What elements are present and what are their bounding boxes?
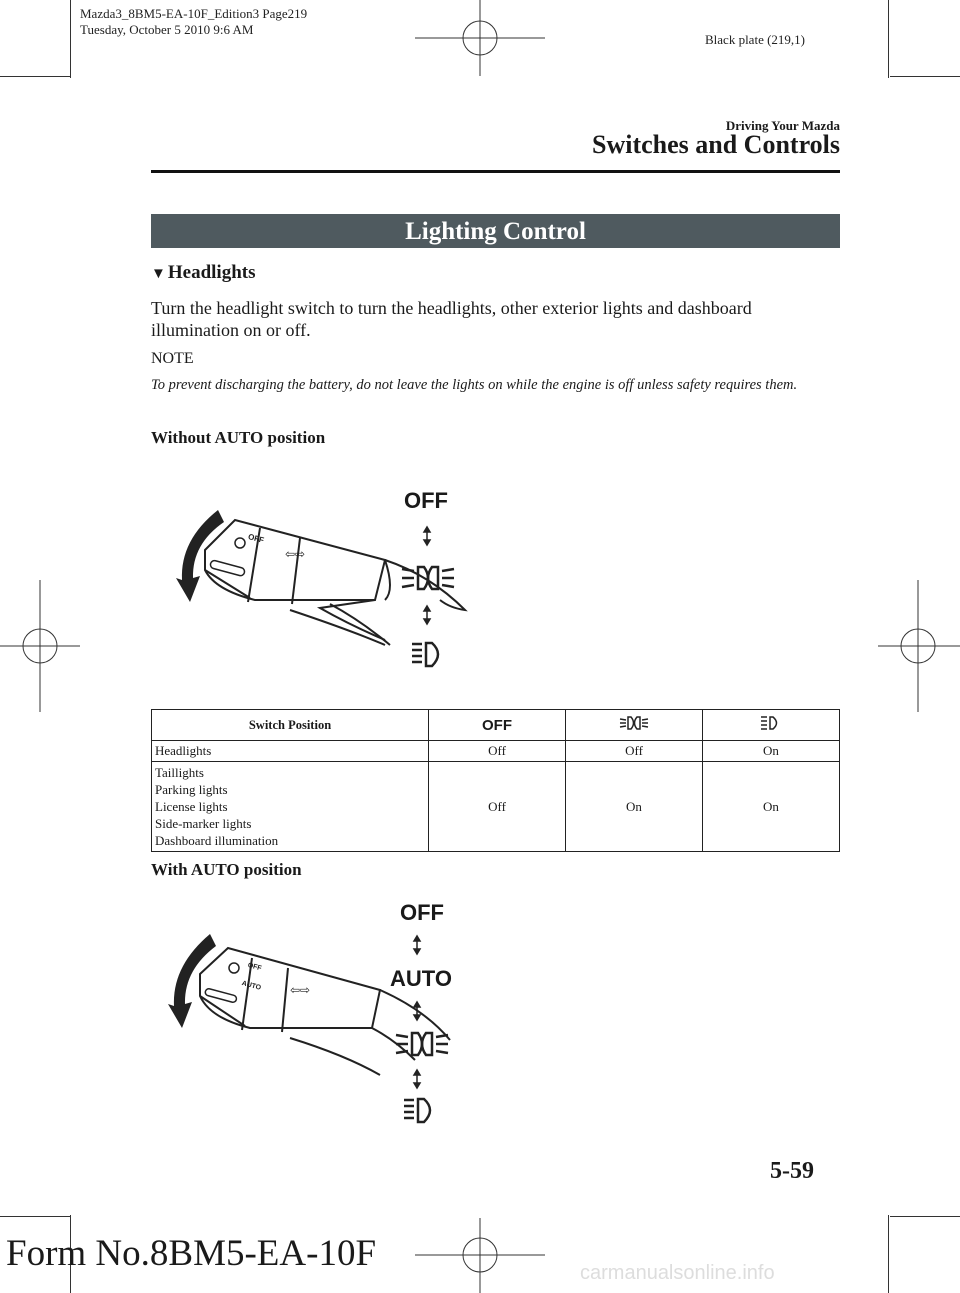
note-label: NOTE — [151, 350, 194, 367]
subheading-text: Headlights — [167, 262, 256, 283]
figure1-caption: Without AUTO position — [151, 428, 326, 447]
row-label-line: Taillights — [155, 765, 204, 780]
table-header-headlights-icon — [703, 710, 840, 741]
page-number: 5-59 — [770, 1158, 814, 1184]
cell-value: On — [703, 762, 840, 852]
marker-lights-small-icon: ⇦⇨ — [285, 547, 306, 561]
cell-value: On — [566, 762, 703, 852]
table-row — [152, 741, 840, 762]
table-header-row — [152, 710, 840, 741]
parking-lights-icon — [394, 1029, 450, 1059]
double-arrow-icon — [420, 604, 434, 626]
table-header-off: OFF — [429, 710, 566, 741]
double-arrow-icon — [410, 934, 424, 956]
form-number: Form No.8BM5-EA-10F — [6, 1233, 377, 1274]
figure2-off-label: OFF — [400, 900, 444, 925]
row-label: Headlights — [152, 741, 429, 762]
figure1-off-label: OFF — [404, 488, 448, 513]
plate-label: Black plate (219,1) — [705, 32, 805, 47]
parking-lights-icon — [400, 563, 456, 593]
print-header-line1: Mazda3_8BM5-EA-10F_Edition3 Page219 — [80, 6, 308, 21]
triangle-bullet-icon: ▼ — [151, 266, 166, 282]
cell-value: Off — [566, 741, 703, 762]
marker-lights-small-icon: ⇦⇨ — [290, 983, 311, 997]
row-label-line: Dashboard illumination — [155, 833, 279, 848]
cell-value: Off — [429, 741, 566, 762]
switch-position-table — [151, 709, 840, 852]
chapter-title: Driving Your Mazda — [725, 118, 840, 133]
cell-value: Off — [429, 762, 566, 852]
double-arrow-icon — [410, 1068, 424, 1090]
section-rule — [151, 170, 840, 173]
row-label — [152, 762, 429, 852]
double-arrow-icon — [410, 1000, 424, 1022]
intro-paragraph: Turn the headlight switch to turn the headlights, other exterior lights and dashboard illumination on or off. — [151, 298, 752, 340]
stalk-off-label: OFF — [247, 532, 265, 545]
figure2-auto-label: AUTO — [390, 966, 452, 991]
table-row — [152, 762, 840, 852]
note-text: To prevent discharging the battery, do not leave the lights on while the engine is off unless safety requires them. — [151, 377, 798, 393]
subheading — [151, 262, 255, 284]
print-header-line2: Tuesday, October 5 2010 9:6 AM — [80, 22, 254, 37]
double-arrow-icon — [420, 525, 434, 547]
figure2-caption: With AUTO position — [151, 860, 302, 879]
headlights-icon — [402, 1096, 442, 1126]
print-header — [80, 6, 307, 38]
topic-banner: Lighting Control — [151, 214, 840, 248]
stalk-off-label: OFF — [246, 962, 263, 973]
headlights-icon — [760, 715, 782, 731]
cell-value: On — [703, 741, 840, 762]
parking-lights-icon — [619, 715, 649, 731]
row-label-line: Side-marker lights — [155, 816, 252, 831]
row-label-line: Parking lights — [155, 782, 228, 797]
headlights-icon — [410, 640, 450, 670]
stalk-auto-label: AUTO — [240, 980, 262, 992]
table-header-switch-position: Switch Position — [152, 710, 429, 741]
table-header-parking-icon — [566, 710, 703, 741]
watermark: carmanualsonline.info — [580, 1262, 775, 1284]
section-title: Switches and Controls — [591, 130, 840, 159]
row-label-line: License lights — [155, 799, 228, 814]
